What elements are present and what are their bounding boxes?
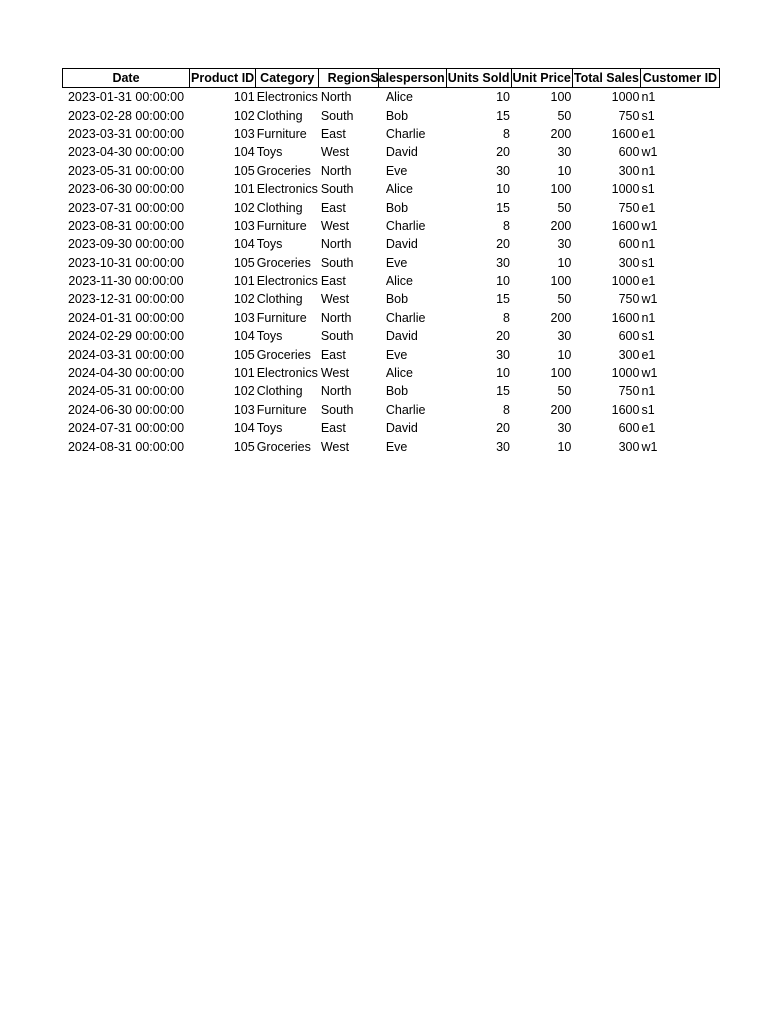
cell-unit-price: 10 — [557, 255, 572, 270]
cell-date: 2023-01-31 00:00:00 — [67, 90, 185, 105]
cell-unit-price: 50 — [557, 200, 572, 215]
cell-date: 2023-03-31 00:00:00 — [67, 126, 185, 141]
cell-category: Electronics — [256, 90, 318, 105]
cell-units-sold: 20 — [496, 421, 510, 436]
cell-units-sold: 8 — [503, 126, 510, 141]
cell-date: 2023-07-31 00:00:00 — [67, 200, 185, 215]
cell-product-id: 103 — [233, 126, 255, 141]
cell-category: Groceries — [256, 347, 311, 362]
cell-total-sales: 1000 — [611, 366, 640, 381]
header-date: Date — [63, 69, 190, 88]
cell-unit-price: 10 — [557, 163, 572, 178]
cell-region: East — [320, 347, 346, 362]
cell-product-id: 104 — [233, 145, 255, 160]
cell-unit-price: 30 — [557, 329, 572, 344]
cell-date: 2024-08-31 00:00:00 — [67, 439, 185, 454]
cell-salesperson: Eve — [385, 439, 408, 454]
cell-units-sold: 10 — [496, 274, 510, 289]
cell-region: East — [320, 200, 346, 215]
cell-region: South — [320, 182, 354, 197]
cell-total-sales: 750 — [618, 108, 640, 123]
cell-category: Toys — [256, 329, 283, 344]
cell-units-sold: 20 — [496, 145, 510, 160]
cell-date: 2024-03-31 00:00:00 — [67, 347, 185, 362]
cell-salesperson: Charlie — [385, 218, 426, 233]
cell-customer-id: s1 — [641, 402, 655, 417]
cell-category: Furniture — [256, 402, 307, 417]
cell-customer-id: s1 — [641, 255, 655, 270]
cell-region: North — [320, 163, 352, 178]
cell-customer-id: w1 — [641, 218, 658, 233]
cell-customer-id: e1 — [641, 200, 656, 215]
cell-total-sales: 1000 — [611, 90, 640, 105]
table-row — [63, 254, 720, 272]
cell-salesperson: Eve — [385, 163, 408, 178]
table-row — [63, 327, 720, 345]
cell-category: Groceries — [256, 439, 311, 454]
cell-unit-price: 10 — [557, 347, 572, 362]
cell-units-sold: 15 — [496, 292, 510, 307]
cell-units-sold: 15 — [496, 108, 510, 123]
cell-salesperson: Charlie — [385, 402, 426, 417]
cell-unit-price: 50 — [557, 384, 572, 399]
cell-date: 2023-06-30 00:00:00 — [67, 182, 185, 197]
cell-unit-price: 200 — [550, 126, 572, 141]
cell-unit-price: 100 — [550, 182, 572, 197]
cell-units-sold: 20 — [496, 329, 510, 344]
cell-category: Electronics — [256, 366, 318, 381]
cell-product-id: 103 — [233, 310, 255, 325]
cell-region: West — [320, 439, 350, 454]
cell-product-id: 103 — [233, 402, 255, 417]
cell-customer-id: n1 — [641, 90, 656, 105]
cell-date: 2024-04-30 00:00:00 — [67, 366, 185, 381]
cell-date: 2024-05-31 00:00:00 — [67, 384, 185, 399]
cell-salesperson: Charlie — [385, 310, 426, 325]
table-row — [63, 290, 720, 308]
cell-customer-id: n1 — [641, 384, 656, 399]
cell-customer-id: w1 — [641, 292, 658, 307]
cell-category: Toys — [256, 421, 283, 436]
cell-customer-id: w1 — [641, 366, 658, 381]
cell-date: 2023-05-31 00:00:00 — [67, 163, 185, 178]
table-row — [63, 162, 720, 180]
cell-salesperson: Eve — [385, 255, 408, 270]
cell-total-sales: 750 — [618, 384, 640, 399]
cell-unit-price: 200 — [550, 310, 572, 325]
cell-customer-id: e1 — [641, 274, 656, 289]
cell-region: North — [320, 237, 352, 252]
cell-customer-id: n1 — [641, 237, 656, 252]
cell-category: Toys — [256, 237, 283, 252]
cell-total-sales: 600 — [618, 237, 640, 252]
cell-region: South — [320, 108, 354, 123]
table-row — [63, 272, 720, 290]
cell-date: 2023-02-28 00:00:00 — [67, 108, 185, 123]
table-row — [63, 345, 720, 363]
cell-product-id: 105 — [233, 163, 255, 178]
cell-salesperson: David — [385, 421, 418, 436]
cell-units-sold: 10 — [496, 366, 510, 381]
cell-product-id: 104 — [233, 329, 255, 344]
header-salesperson: Salesperson — [379, 69, 446, 88]
cell-category: Furniture — [256, 126, 307, 141]
cell-customer-id: n1 — [641, 163, 656, 178]
cell-units-sold: 10 — [496, 90, 510, 105]
cell-salesperson: Charlie — [385, 126, 426, 141]
cell-date: 2023-10-31 00:00:00 — [67, 255, 185, 270]
cell-salesperson: Alice — [385, 366, 413, 381]
cell-total-sales: 300 — [618, 439, 640, 454]
cell-region: West — [320, 145, 350, 160]
cell-region: North — [320, 384, 352, 399]
table-row — [63, 143, 720, 161]
cell-unit-price: 200 — [550, 218, 572, 233]
cell-units-sold: 30 — [496, 255, 510, 270]
cell-salesperson: Bob — [385, 200, 409, 215]
cell-customer-id: e1 — [641, 421, 656, 436]
cell-category: Furniture — [256, 218, 307, 233]
cell-units-sold: 8 — [503, 218, 510, 233]
cell-product-id: 103 — [233, 218, 255, 233]
cell-units-sold: 10 — [496, 182, 510, 197]
cell-total-sales: 1000 — [611, 274, 640, 289]
header-product-id: Product ID — [190, 69, 256, 88]
cell-category: Electronics — [256, 182, 318, 197]
cell-unit-price: 30 — [557, 237, 572, 252]
cell-unit-price: 100 — [550, 274, 572, 289]
cell-unit-price: 100 — [550, 366, 572, 381]
cell-date: 2023-09-30 00:00:00 — [67, 237, 185, 252]
cell-units-sold: 20 — [496, 237, 510, 252]
cell-region: South — [320, 329, 354, 344]
cell-total-sales: 300 — [618, 255, 640, 270]
cell-category: Clothing — [256, 200, 303, 215]
cell-date: 2023-12-31 00:00:00 — [67, 292, 185, 307]
cell-category: Clothing — [256, 292, 303, 307]
cell-total-sales: 1600 — [611, 126, 640, 141]
cell-product-id: 101 — [233, 182, 255, 197]
cell-customer-id: s1 — [641, 182, 655, 197]
cell-total-sales: 750 — [618, 292, 640, 307]
cell-units-sold: 15 — [496, 384, 510, 399]
table-row — [63, 217, 720, 235]
table-row — [63, 106, 720, 124]
cell-units-sold: 8 — [503, 402, 510, 417]
cell-date: 2024-01-31 00:00:00 — [67, 310, 185, 325]
cell-customer-id: w1 — [641, 439, 658, 454]
cell-date: 2023-04-30 00:00:00 — [67, 145, 185, 160]
cell-salesperson: David — [385, 329, 418, 344]
cell-region: East — [320, 274, 346, 289]
cell-salesperson: Alice — [385, 182, 413, 197]
cell-units-sold: 8 — [503, 310, 510, 325]
cell-date: 2024-02-29 00:00:00 — [67, 329, 185, 344]
cell-total-sales: 300 — [618, 163, 640, 178]
cell-product-id: 105 — [233, 255, 255, 270]
cell-unit-price: 30 — [557, 421, 572, 436]
cell-category: Clothing — [256, 108, 303, 123]
cell-total-sales: 1000 — [611, 182, 640, 197]
cell-customer-id: e1 — [641, 126, 656, 141]
cell-product-id: 102 — [233, 108, 255, 123]
table-row — [63, 309, 720, 327]
cell-total-sales: 1600 — [611, 310, 640, 325]
cell-region: West — [320, 292, 350, 307]
sales-table — [62, 68, 720, 456]
cell-salesperson: David — [385, 237, 418, 252]
cell-date: 2024-06-30 00:00:00 — [67, 402, 185, 417]
cell-customer-id: s1 — [641, 329, 655, 344]
table-body — [63, 88, 720, 456]
cell-region: South — [320, 402, 354, 417]
cell-total-sales: 1600 — [611, 402, 640, 417]
cell-units-sold: 30 — [496, 347, 510, 362]
cell-category: Toys — [256, 145, 283, 160]
table-row — [63, 88, 720, 107]
cell-units-sold: 30 — [496, 439, 510, 454]
cell-product-id: 102 — [233, 384, 255, 399]
cell-product-id: 104 — [233, 421, 255, 436]
header-region: Region — [319, 69, 379, 88]
table-row — [63, 437, 720, 455]
cell-product-id: 102 — [233, 200, 255, 215]
cell-date: 2024-07-31 00:00:00 — [67, 421, 185, 436]
cell-region: East — [320, 126, 346, 141]
cell-customer-id: s1 — [641, 108, 655, 123]
table-row — [63, 382, 720, 400]
cell-date: 2023-08-31 00:00:00 — [67, 218, 185, 233]
table-row — [63, 401, 720, 419]
cell-units-sold: 15 — [496, 200, 510, 215]
cell-units-sold: 30 — [496, 163, 510, 178]
cell-region: West — [320, 366, 350, 381]
table-row — [63, 364, 720, 382]
cell-total-sales: 600 — [618, 145, 640, 160]
cell-customer-id: w1 — [641, 145, 658, 160]
cell-total-sales: 600 — [618, 329, 640, 344]
cell-unit-price: 200 — [550, 402, 572, 417]
cell-category: Groceries — [256, 255, 311, 270]
cell-product-id: 101 — [233, 366, 255, 381]
header-unit-price: Unit Price — [511, 69, 572, 88]
cell-salesperson: Alice — [385, 90, 413, 105]
header-category: Category — [256, 69, 319, 88]
cell-salesperson: Alice — [385, 274, 413, 289]
cell-date: 2023-11-30 00:00:00 — [68, 274, 184, 289]
cell-product-id: 101 — [233, 90, 255, 105]
cell-product-id: 102 — [233, 292, 255, 307]
cell-category: Furniture — [256, 310, 307, 325]
cell-total-sales: 300 — [618, 347, 640, 362]
cell-product-id: 105 — [233, 439, 255, 454]
header-row — [63, 69, 720, 88]
table-row — [63, 198, 720, 216]
cell-region: East — [320, 421, 346, 436]
table-row — [63, 125, 720, 143]
cell-region: North — [320, 90, 352, 105]
cell-product-id: 104 — [233, 237, 255, 252]
table-row — [63, 419, 720, 437]
cell-region: South — [320, 255, 354, 270]
cell-category: Electronics — [256, 274, 318, 289]
table-row — [63, 235, 720, 253]
cell-unit-price: 30 — [557, 145, 572, 160]
header-customer-id: Customer ID — [640, 69, 719, 88]
header-units-sold: Units Sold — [446, 69, 511, 88]
sales-table-container — [62, 68, 720, 456]
table-row — [63, 180, 720, 198]
cell-customer-id: n1 — [641, 310, 656, 325]
cell-product-id: 101 — [233, 274, 255, 289]
cell-product-id: 105 — [233, 347, 255, 362]
cell-unit-price: 50 — [557, 292, 572, 307]
cell-total-sales: 750 — [618, 200, 640, 215]
cell-unit-price: 50 — [557, 108, 572, 123]
cell-salesperson: David — [385, 145, 418, 160]
cell-category: Clothing — [256, 384, 303, 399]
cell-salesperson: Bob — [385, 292, 409, 307]
cell-customer-id: e1 — [641, 347, 656, 362]
cell-total-sales: 1600 — [611, 218, 640, 233]
cell-salesperson: Bob — [385, 108, 409, 123]
cell-total-sales: 600 — [618, 421, 640, 436]
cell-unit-price: 10 — [557, 439, 572, 454]
cell-region: North — [320, 310, 352, 325]
cell-salesperson: Eve — [385, 347, 408, 362]
cell-category: Groceries — [256, 163, 311, 178]
header-total-sales: Total Sales — [572, 69, 640, 88]
cell-unit-price: 100 — [550, 90, 572, 105]
cell-region: West — [320, 218, 350, 233]
cell-salesperson: Bob — [385, 384, 409, 399]
